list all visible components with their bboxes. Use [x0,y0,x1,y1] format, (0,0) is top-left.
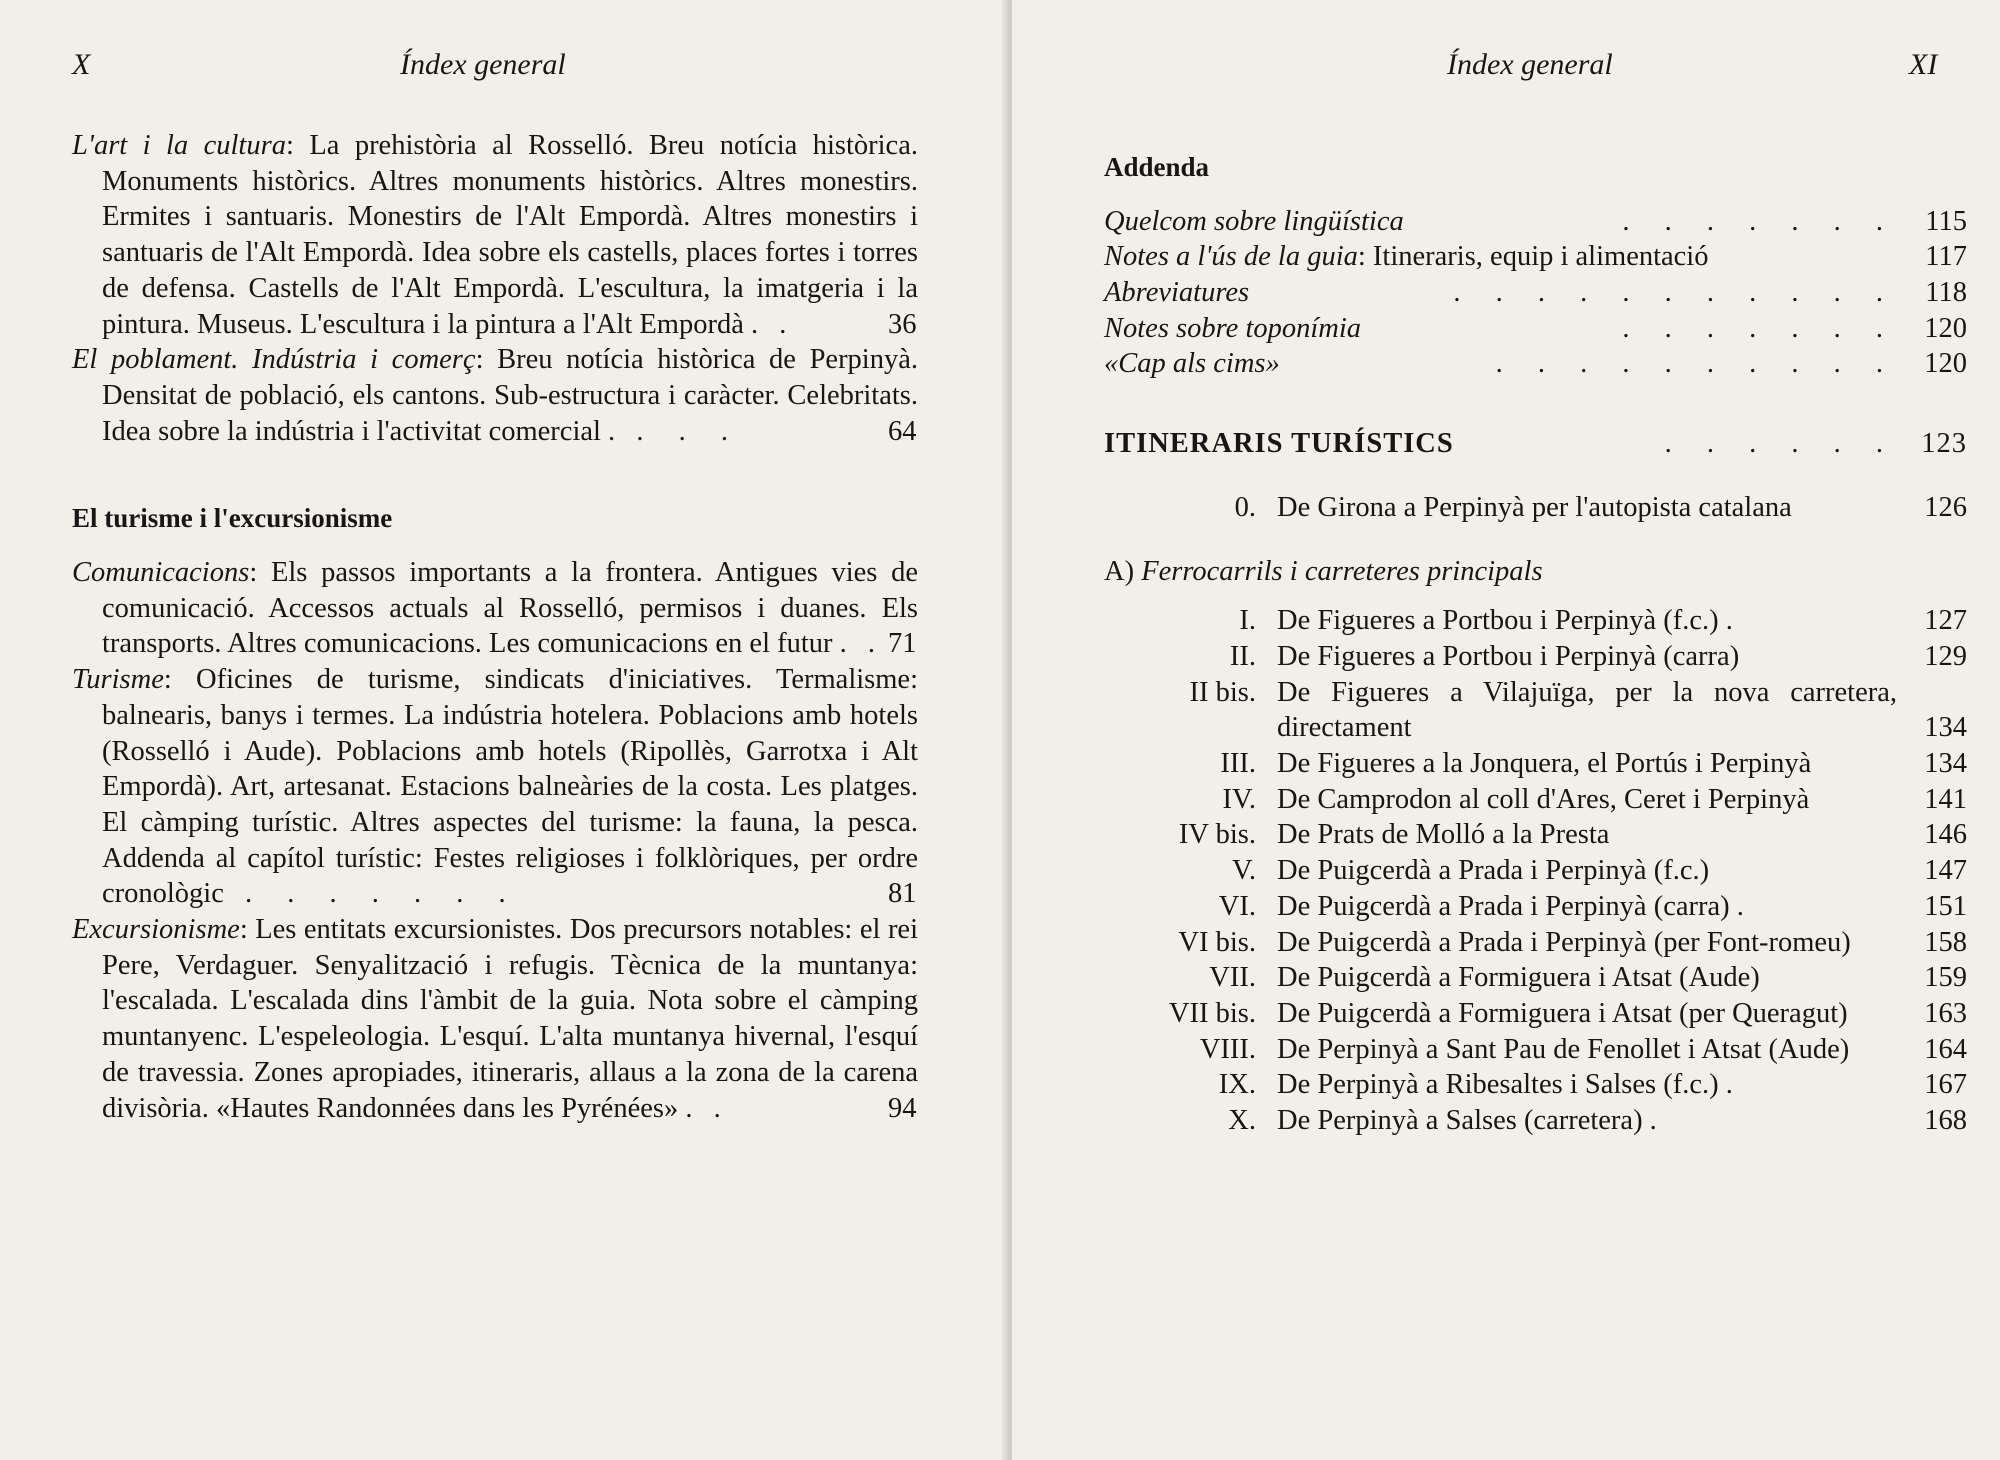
route-number: I. [1239,605,1256,637]
route-entry [1104,996,1967,1032]
entry-lead: Excursionisme [72,914,240,946]
addenda-lead: «Cap als cims» [1104,348,1280,380]
running-title-left: Índex general [400,48,566,81]
route-list [1104,603,1967,1139]
addenda-lead: Notes sobre toponímia [1104,312,1362,344]
route-page: 126 [1924,491,1967,523]
route-entry [1104,1103,1967,1139]
route-entry [1104,1032,1967,1068]
route-entry [1104,1067,1967,1103]
addenda-page: 120 [1924,312,1967,344]
route-entry [1104,960,1967,996]
addenda-entry: Quelcom sobre lingüística . . . . . . . 115 [1104,204,1967,240]
route-page: 151 [1924,890,1967,922]
route-page: 163 [1924,997,1967,1029]
route-entry [1104,746,1967,782]
route-page: 159 [1924,962,1967,994]
route-entry [1104,925,1967,961]
left-page-body [72,128,924,1126]
section-a-letter: A) [1104,555,1135,587]
route-text: De Perpinyà a Sant Pau de Fenollet i Atsat (Aude) [1277,1033,1850,1065]
addenda-lead: Quelcom sobre lingüística [1104,205,1404,237]
addenda-entry: Notes sobre toponímia . . . . . . . 120 [1104,311,1967,347]
route-entry [1104,603,1967,639]
route-text: De Prats de Molló a la Presta [1277,819,1610,851]
index-entry: Excursionisme: Les entitats excursionistes. Dos precursors notables: el rei Pere, Verdaguer. Senyalització i refugis. Tècnica de la muntanya: l'escalada. L'escalada dins l'àmbit de la guia. Nota sobre el càmping muntanyenc. L'espeleologia. L'esquí. L'alta muntanya hivernal, l'esquí de travessia. Zones apropiades, itineraris, allaus a la zona de la carena divisòria. «Hautes Randonnées dans les Pyrénées» . . 94 [72,914,918,1124]
route-number: II bis. [1189,676,1256,708]
page-number-right: XI [1909,48,1938,81]
route-text: De Puigcerdà a Prada i Perpinyà (carra) . [1277,890,1744,922]
route-text: De Puigcerdà a Formiguera i Atsat (per Queragut) [1277,997,1848,1029]
section-a-heading [1104,554,1967,590]
route-text: De Puigcerdà a Formiguera i Atsat (Aude) [1277,962,1760,994]
route-entry [1104,675,1967,746]
right-page [1012,0,2000,1460]
addenda-page: 118 [1925,277,1967,309]
itineraris-heading: ITINERARIS TURÍSTICS [1104,428,1454,460]
route-number: III. [1220,748,1256,780]
route-page: 134 [1924,712,1967,744]
entry-text: : Oficines de turisme, sindicats d'iniciatives. Termalisme: balnearis, banys i termes. La indústria hotelera. Poblacions amb hotels (Rosselló i Aude). Poblacions amb hotels (Ripollès, Garrotxa i Alt Empordà). Art, artesanat. Estacions balneàries de la costa. Les platges. El càmping turístic. Altres aspectes del turisme: la fauna, la pesca. Addenda al capítol turístic: Festes religioses i folklòriques, per ordre cronològic [102,664,918,910]
route-page: 158 [1924,926,1967,958]
route-page: 164 [1924,1033,1967,1065]
route-number: IV. [1222,783,1256,815]
addenda-entry: Notes a l'ús de la guia: Itineraris, equip i alimentació 117 [1104,239,1967,275]
route-number: II. [1229,640,1256,672]
entry-text: : La prehistòria al Rosselló. Breu notícia històrica. Monuments històrics. Altres monuments històrics. Altres monestirs. Ermites i santuaris. Monestirs de l'Alt Empordà. Altres monestirs i santuaris de l'Alt Empordà. Idea sobre els castells, places fortes i torres de defensa. Castells de l'Alt Empordà. L'escultura, la imatgeria i la pintura. Museus. L'escultura i la pintura a l'Alt Empordà . [102,130,918,340]
addenda-entry: «Cap als cims» . . . . . . . . . . 120 [1104,346,1967,382]
addenda-lead: Notes a l'ús de la guia [1104,241,1358,273]
entry-lead: El poblament. Indústria i comerç [72,344,476,376]
index-entry: Turisme: Oficines de turisme, sindicats d'iniciatives. Termalisme: balnearis, banys i termes. La indústria hotelera. Poblacions amb hotels (Rosselló i Aude). Poblacions amb hotels (Ripollès, Garrotxa i Alt Empordà). Art, artesanat. Estacions balneàries de la costa. Les platges. El càmping turístic. Altres aspectes del turisme: la fauna, la pesca. Addenda al capítol turístic: Festes religioses i folklòriques, per ordre cronològic . . . . . . . 81 [72,664,918,910]
addenda-entry: Abreviatures . . . . . . . . . . . 118 [1104,275,1967,311]
itineraris-heading-row: ITINERARIS TURÍSTICS . . . . . . 123 [1104,426,1967,462]
index-entry: El poblament. Indústria i comerç: Breu notícia històrica de Perpinyà. Densitat de població, els cantons. Sub-estructura i caràcter. Celebritats. Idea sobre la indústria i l'activitat comercial . . . . 64 [72,344,919,447]
route-text: De Figueres a Portbou i Perpinyà (f.c.) . [1277,605,1733,637]
route-page: 141 [1924,783,1967,815]
route-number: VIII. [1199,1033,1256,1065]
route-number: VII. [1209,962,1256,994]
route-entry [1104,782,1967,818]
route-entry [1104,889,1967,925]
route-text: De Figueres a la Jonquera, el Portús i Perpinyà [1277,748,1812,780]
route-number: V. [1231,855,1256,887]
addenda-page: 115 [1925,205,1967,237]
route-text: De Puigcerdà a Prada i Perpinyà (per Font-romeu) [1277,926,1851,958]
route-number: VI. [1218,890,1256,922]
route-text: De Puigcerdà a Prada i Perpinyà (f.c.) [1277,855,1710,887]
route-page: 146 [1924,819,1967,851]
route-text: De Camprodon al coll d'Ares, Ceret i Perpinyà [1277,783,1810,815]
entry-lead: L'art i la cultura [72,130,286,161]
addenda-page: 120 [1924,348,1967,380]
itineraris-page: 123 [1921,428,1967,460]
addenda-heading: Addenda [1104,152,1210,182]
route-page: 129 [1924,640,1967,672]
route-page: 147 [1924,855,1967,887]
route-number: X. [1228,1105,1256,1137]
route-number: IX. [1218,1069,1256,1101]
running-title-right: Índex general [1447,48,1613,81]
route-number: 0. [1234,491,1256,523]
route-entry [1104,639,1967,675]
route-text: De Figueres a Vilajuïga, per la nova carretera, directament [1277,676,1897,744]
route-number: IV bis. [1178,819,1256,851]
route-page: 134 [1924,748,1967,780]
route-entry [1104,817,1967,853]
route-page: 127 [1924,605,1967,637]
addenda-lead: Abreviatures [1104,277,1250,309]
route-entry [1104,490,1967,526]
section-heading: El turisme i l'excursionisme [72,503,393,534]
route-page: 167 [1924,1069,1967,1101]
route-page: 168 [1924,1105,1967,1137]
route-text: De Girona a Perpinyà per l'autopista catalana [1277,491,1792,523]
route-entry [1104,853,1967,889]
index-entry: L'art i la cultura: La prehistòria al Rosselló. Breu notícia històrica. Monuments històrics. Altres monuments històrics. Altres monestirs. Ermites i santuaris. Monestirs de l'Alt Empordà. Altres monestirs i santuaris de l'Alt Empordà. Idea sobre els castells, places fortes i torres de defensa. Castells de l'Alt Empordà. L'escultura, la imatgeria i la pintura. Museus. L'escultura i la pintura a l'Alt Empordà . . 36 [72,130,918,340]
entry-lead: Comunicacions [72,557,250,589]
route-text: De Perpinyà a Ribesaltes i Salses (f.c.) . [1277,1069,1733,1101]
entry-text: : Les entitats excursionistes. Dos precursors notables: el rei Pere, Verdaguer. Senyalització i refugis. Tècnica de la muntanya: l'escalada. L'escalada dins l'àmbit de la guia. Nota sobre el càmping muntanyenc. L'espeleologia. L'esquí. L'alta muntanya hivernal, l'esquí de travessia. Zones apropiades, itineraris, allaus a la zona de la carena divisòria. «Hautes Randonnées dans les Pyrénées» . [102,914,918,1124]
route-number: VII bis. [1168,997,1256,1029]
entry-lead: Turisme [72,664,164,696]
route-number: VI bis. [1178,926,1256,958]
section-a-title: Ferrocarrils i carreteres principals [1141,555,1543,587]
entry-text: : Els passos importants a la frontera. Antigues vies de comunicació. Accessos actuals al Rosselló, permisos i duanes. Els transports. Altres comunicacions. Les comunicacions en el futur . [102,557,918,660]
route-text: De Perpinyà a Salses (carretera) . [1277,1105,1657,1137]
index-entry: Comunicacions: Els passos importants a la frontera. Antigues vies de comunicació. Accessos actuals al Rosselló, permisos i duanes. Els transports. Altres comunicacions. Les comunicacions en el futur . . 71 [72,557,918,660]
route-text: De Figueres a Portbou i Perpinyà (carra) [1277,640,1740,672]
entry-text: : Breu notícia històrica de Perpinyà. Densitat de població, els cantons. Sub-estructura i caràcter. Celebritats. Idea sobre la indústria i l'activitat comercial . [102,344,919,447]
page-number-left: X [72,48,91,81]
addenda-page: 117 [1925,241,1967,273]
right-page-body [1104,150,1967,1139]
